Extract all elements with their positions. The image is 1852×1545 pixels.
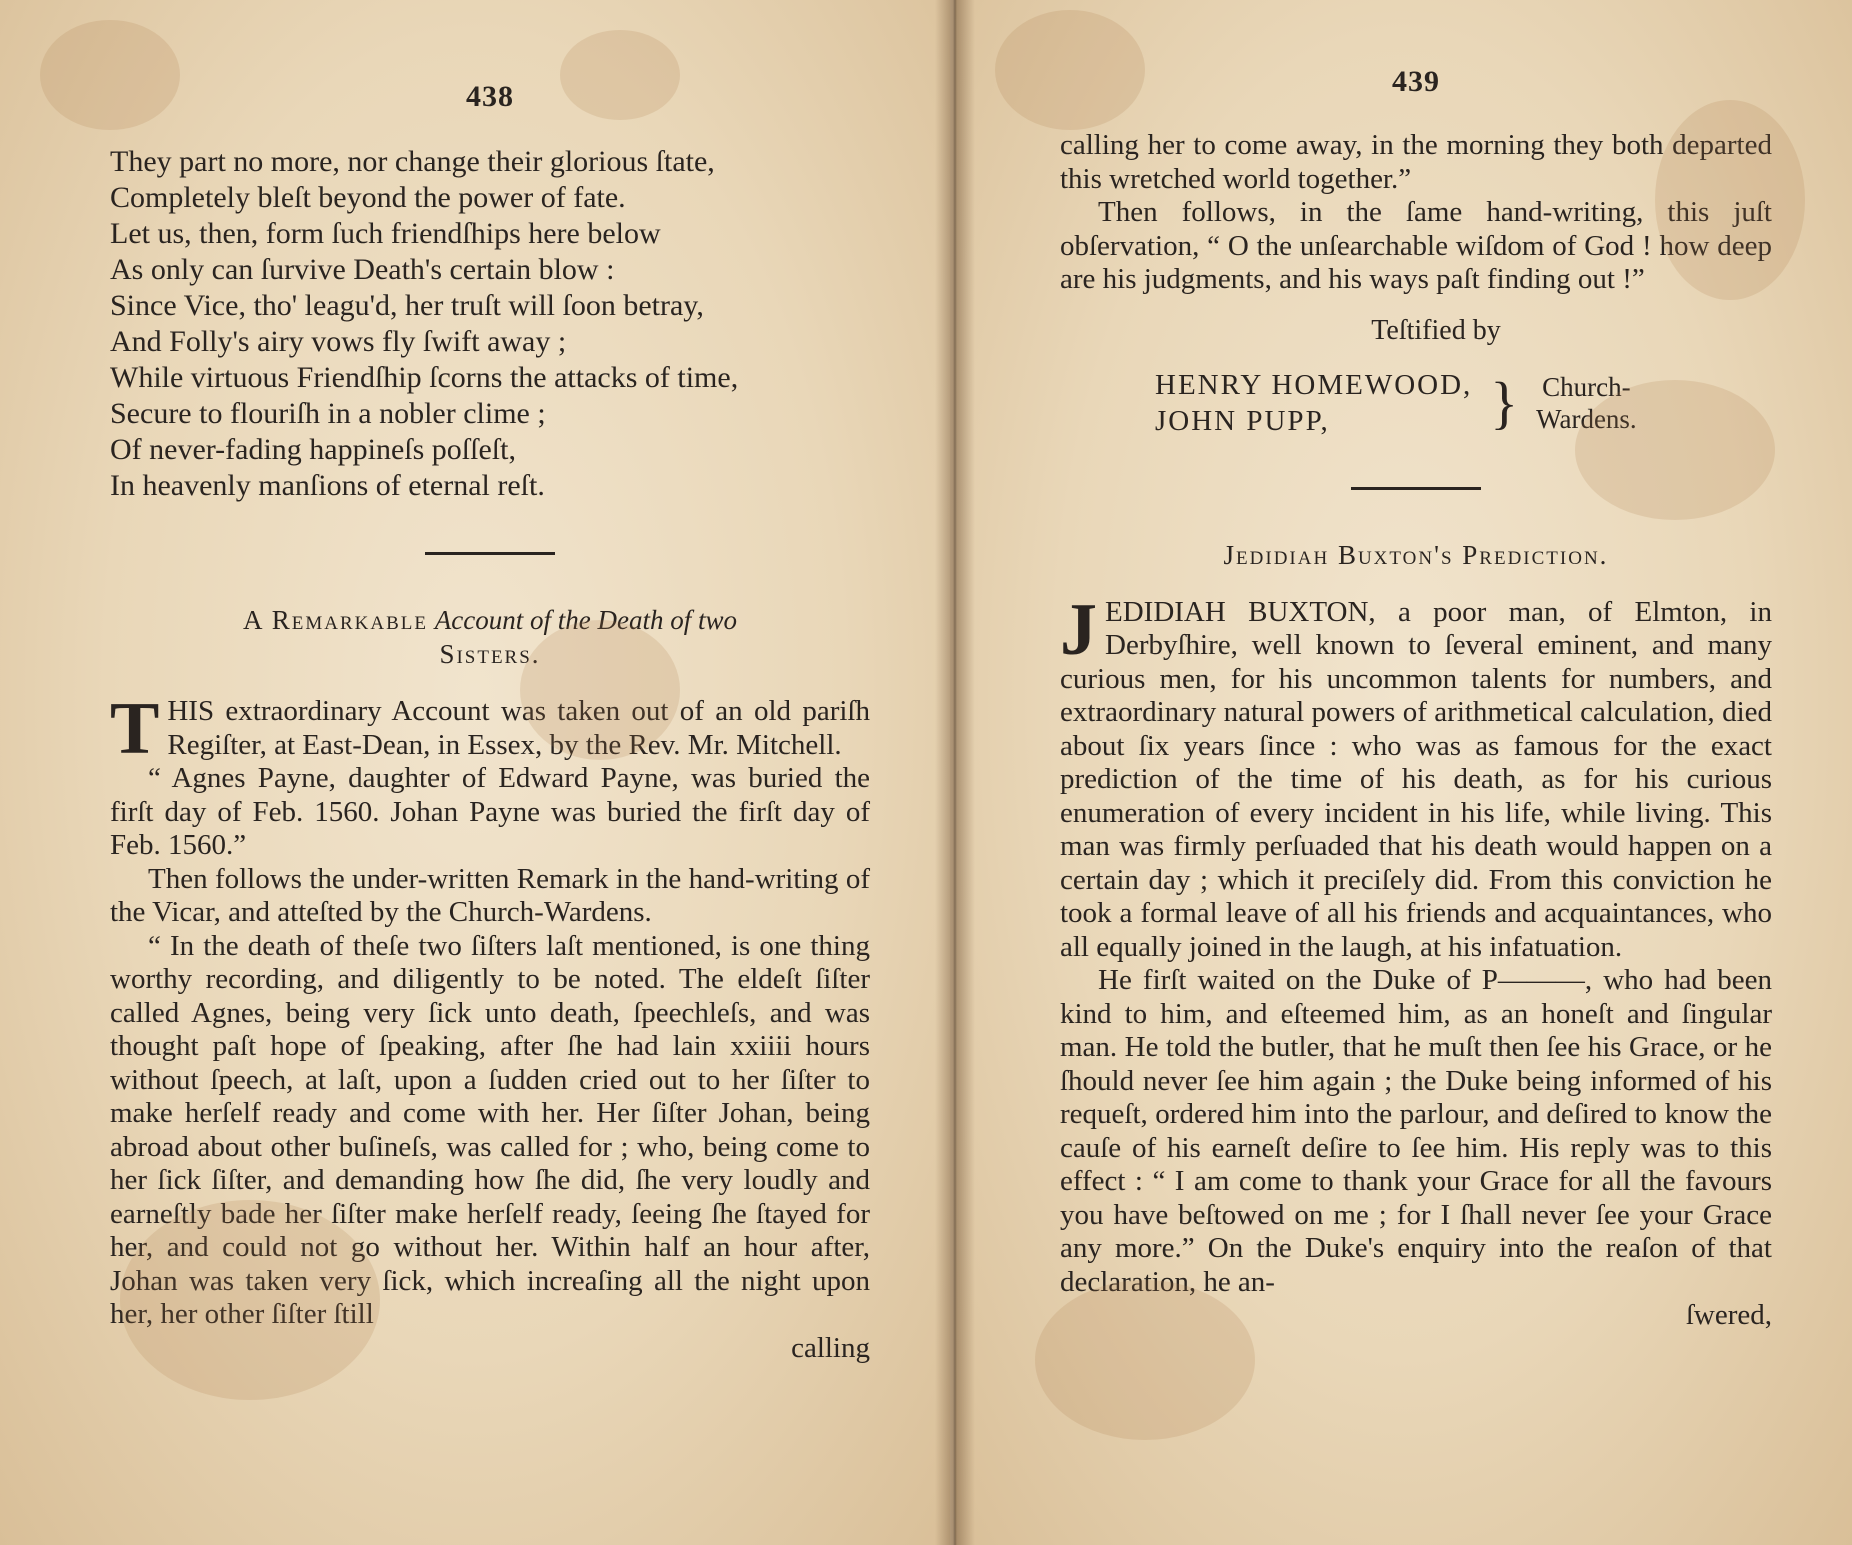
poem-line: Let us, then, form ſuch friendſhips here below — [110, 217, 661, 250]
testified-by: Teſtified by — [1371, 314, 1501, 346]
paragraph: calling her to come away, in the morning they both departed this wretched world together.” — [1060, 129, 1772, 195]
paragraph: Then follows the under-written Remark in the hand-writing of the Vicar, and atteſted by the Church-Wardens. — [110, 862, 870, 928]
poem-line: Of never-fading happineſs poſſeſt, — [110, 433, 516, 466]
poem-line: And Folly's airy vows fly ſwift away ; — [110, 325, 567, 358]
section-heading — [1060, 538, 1772, 572]
paragraph: He firſt waited on the Duke of P———, who had been kind to him, and eſteemed him, as an honeſt and ſingular man. He told the butler, that he muſt then ſee his Grace, or he ſhould never ſee him again ; the Duke being informed of his requeſt, ordered him into the parlour, and deſired to know the cauſe of his earneſt deſire to ſee him. His reply was to this effect : “ I am come to thank your Grace for all the favours you have beſtowed on me ; for I ſhall never ſee your Grace any more.” On the Duke's enquiry into the reaſon of that declaration, he an- — [1060, 964, 1772, 1298]
drop-cap: J — [1060, 588, 1097, 671]
page-number: 438 — [466, 80, 514, 113]
paragraph-text: HIS extraordinary Account was taken out of an old pariſh Regiſter, at East-Dean, in Essex, by the Rev. Mr. Mitchell. — [167, 695, 870, 761]
catchword: calling — [791, 1331, 870, 1364]
drop-cap: T — [110, 688, 160, 770]
poem-line: Secure to flouriſh in a nobler clime ; — [110, 397, 546, 430]
heading-text: Jedidiah Buxton's Prediction. — [1223, 539, 1609, 570]
paragraph — [1060, 588, 1772, 965]
poem-line: Completely bleſt beyond the power of fate. — [110, 181, 626, 214]
paragraph-text: EDIDIAH BUXTON, a poor man, of Elmton, in Derbyſhire, well known to ſeveral eminent, and many curious men, for his uncommon talents for numbers, and extraordinary natural powers of arithmetical calculation, died about ſix years ſince : who was as famous for the exact prediction of the time of his death, as for his curious enumeration of every incident in his life, while living. This man was firmly perſuaded that his death would happen on a certain day ; which it preciſely did. From this conviction he took a formal leave of all his friends and acquaintances, who all equally joined in the laugh, at his infatuation. — [1060, 595, 1772, 963]
section-divider — [425, 552, 555, 555]
poem-line: They part no more, nor change their glorious ſtate, — [110, 145, 715, 178]
poem-line: While virtuous Friendſhip ſcorns the attacks of time, — [110, 361, 739, 394]
poem-line: In heavenly manſions of eternal reſt. — [110, 469, 545, 502]
heading-italic: Account of the Death of two — [434, 605, 737, 635]
signer-name: JOHN PUPP, — [1155, 404, 1330, 437]
page-number: 439 — [1392, 65, 1440, 98]
poem — [110, 144, 870, 504]
heading-lead: A Remarkable — [243, 605, 429, 635]
right-page — [955, 0, 1852, 1545]
book-gutter — [935, 0, 975, 1545]
paragraph: “ In the death of theſe two ſiſters laſt mentioned, is one thing worthy recording, and diligently to be noted. The eldeſt ſiſter called Agnes, being very ſick unto death, ſpeechleſs, and was thought paſt hope of ſpeaking, after ſhe had lain xxiiii hours without ſpeech, at laſt, upon a ſudden cried out to her ſiſter to make herſelf ready and come with her. Her ſiſter Johan, being abroad about other buſineſs, was called for ; who, being come to her ſick ſiſter, and demanding how ſhe did, ſhe very loudly and earneſtly bade her ſiſter make herſelf ready, ſeeing ſhe ſtayed for her, and could not go without her. Within half an hour after, Johan was taken very ſick, which increaſing all the night upon her, her other ſiſter ſtill — [110, 929, 870, 1330]
paragraph: Then follows, in the ſame hand-writing, this juſt obſervation, “ O the unſearchable wiſdom of God ! how deep are his judgments, and his ways paſt finding out !” — [1060, 196, 1772, 295]
article-body — [1060, 588, 1772, 1333]
paragraph: “ Agnes Payne, daughter of Edward Payne, was buried the firſt day of Feb. 1560. Johan Payne was buried the firſt day of Feb. 1560.” — [110, 762, 870, 861]
catchword: ſwered, — [1685, 1299, 1772, 1331]
signer-names — [1155, 367, 1472, 439]
poem-line: Since Vice, tho' leagu'd, her truſt will ſoon betray, — [110, 289, 704, 322]
paragraph — [110, 688, 870, 770]
role-line: Wardens. — [1536, 403, 1637, 434]
section-divider — [1351, 487, 1481, 490]
poem-line: As only can ſurvive Death's certain blow : — [110, 253, 615, 286]
brace: } — [1490, 369, 1519, 435]
signer-name: HENRY HOMEWOOD, — [1155, 368, 1473, 401]
role-line: Church- — [1542, 371, 1631, 402]
heading-end: Sisters. — [439, 639, 541, 669]
section-heading — [110, 603, 870, 671]
